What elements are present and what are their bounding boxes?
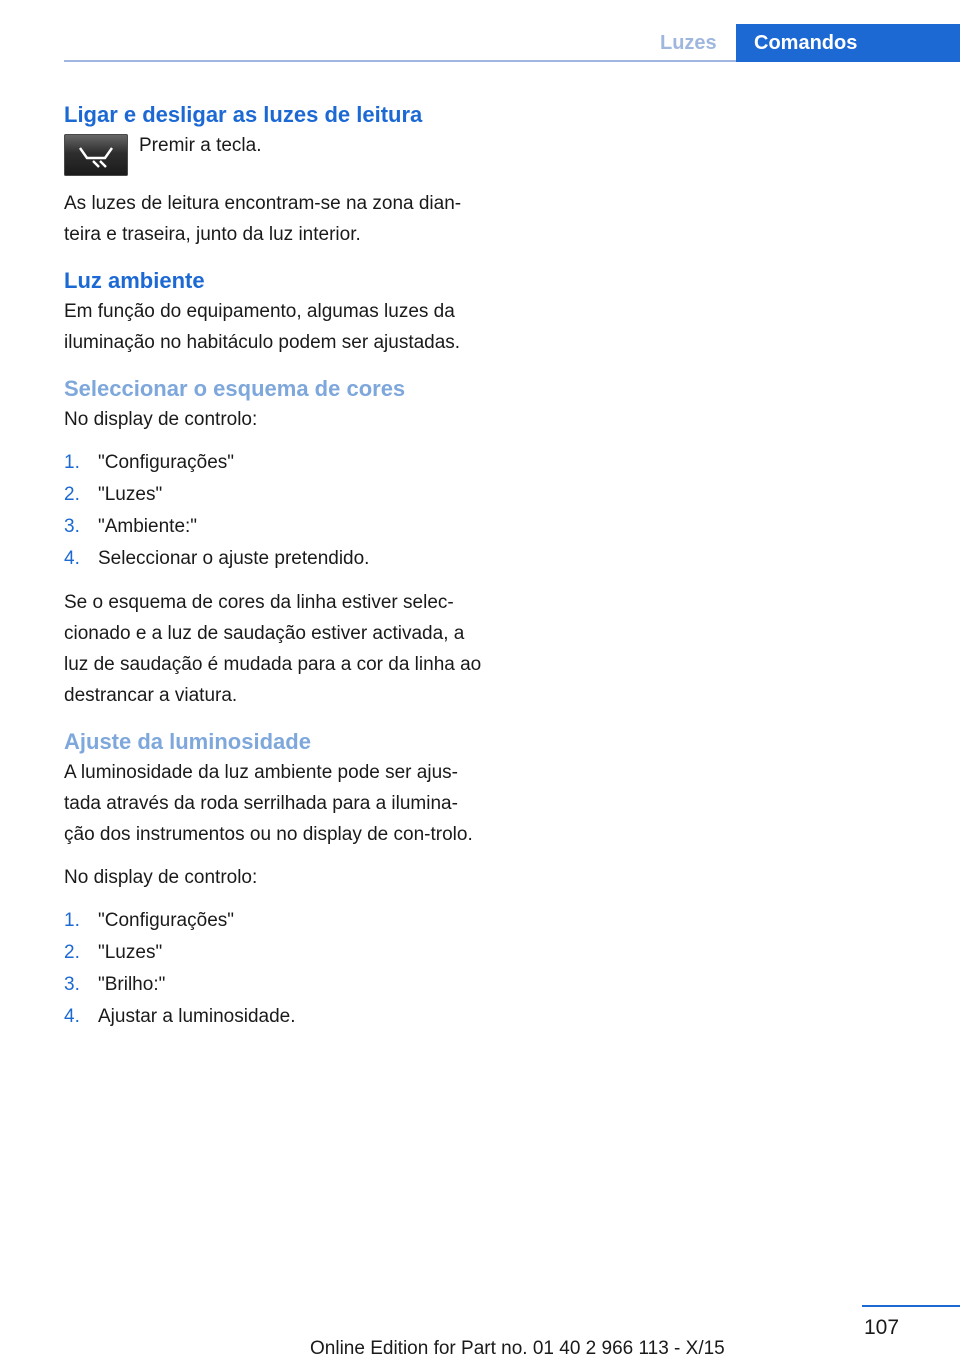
reading-lights-body: As luzes de leitura encontram-se na zona dian-teira e traseira, junto da luz interior.: [64, 193, 462, 245]
key-instruction-row: [64, 130, 482, 176]
brightness-body: A luminosidade da luz ambiente pode ser ajus-tada através da roda serrilhada para a ilumina-ção dos instrumentos ou no display de con-trolo.: [64, 762, 473, 845]
page-number: 107: [864, 1316, 900, 1339]
brightness-intro: No display de controlo:: [64, 867, 258, 888]
ambient-light-body: Em função do equipamento, algumas luzes da iluminação no habitáculo podem ser ajustadas.: [64, 301, 461, 353]
list-item: 1. "Configurações": [64, 452, 235, 473]
color-scheme-title: Seleccionar o esquema de cores: [64, 376, 406, 401]
brightness-steps: [64, 905, 482, 1033]
color-scheme-note: Se o esquema de cores da linha estiver selec-cionado e a luz de saudação estiver activada, a luz de saudação é mudada para a cor da linha ao destrancar a viatura.: [64, 592, 482, 706]
key-instruction-text: Premir a tecla.: [139, 135, 262, 156]
list-item: 1. "Configurações": [64, 910, 235, 931]
header-section-label: Luzes: [660, 32, 717, 54]
list-item: 4. Seleccionar o ajuste pretendido.: [64, 548, 370, 569]
list-item: 3. "Brilho:": [64, 974, 166, 995]
footer-rule: [862, 1305, 960, 1307]
ambient-light-title: Luz ambiente: [64, 268, 205, 293]
color-scheme-steps: [64, 447, 482, 575]
list-item: 3. "Ambiente:": [64, 516, 198, 537]
main-column: [64, 100, 482, 1033]
list-item: 4. Ajustar a luminosidade.: [64, 1006, 296, 1027]
header-chapter-tab: Comandos: [736, 24, 960, 62]
reading-light-button-icon: [64, 134, 128, 176]
list-item: 2. "Luzes": [64, 942, 163, 963]
color-scheme-intro: No display de controlo:: [64, 409, 258, 430]
brightness-title: Ajuste da luminosidade: [64, 729, 311, 754]
reading-lights-title: Ligar e desligar as luzes de leitura: [64, 102, 423, 127]
edition-line: Online Edition for Part no. 01 40 2 966 113 - X/15: [310, 1338, 725, 1359]
list-item: 2. "Luzes": [64, 484, 163, 505]
